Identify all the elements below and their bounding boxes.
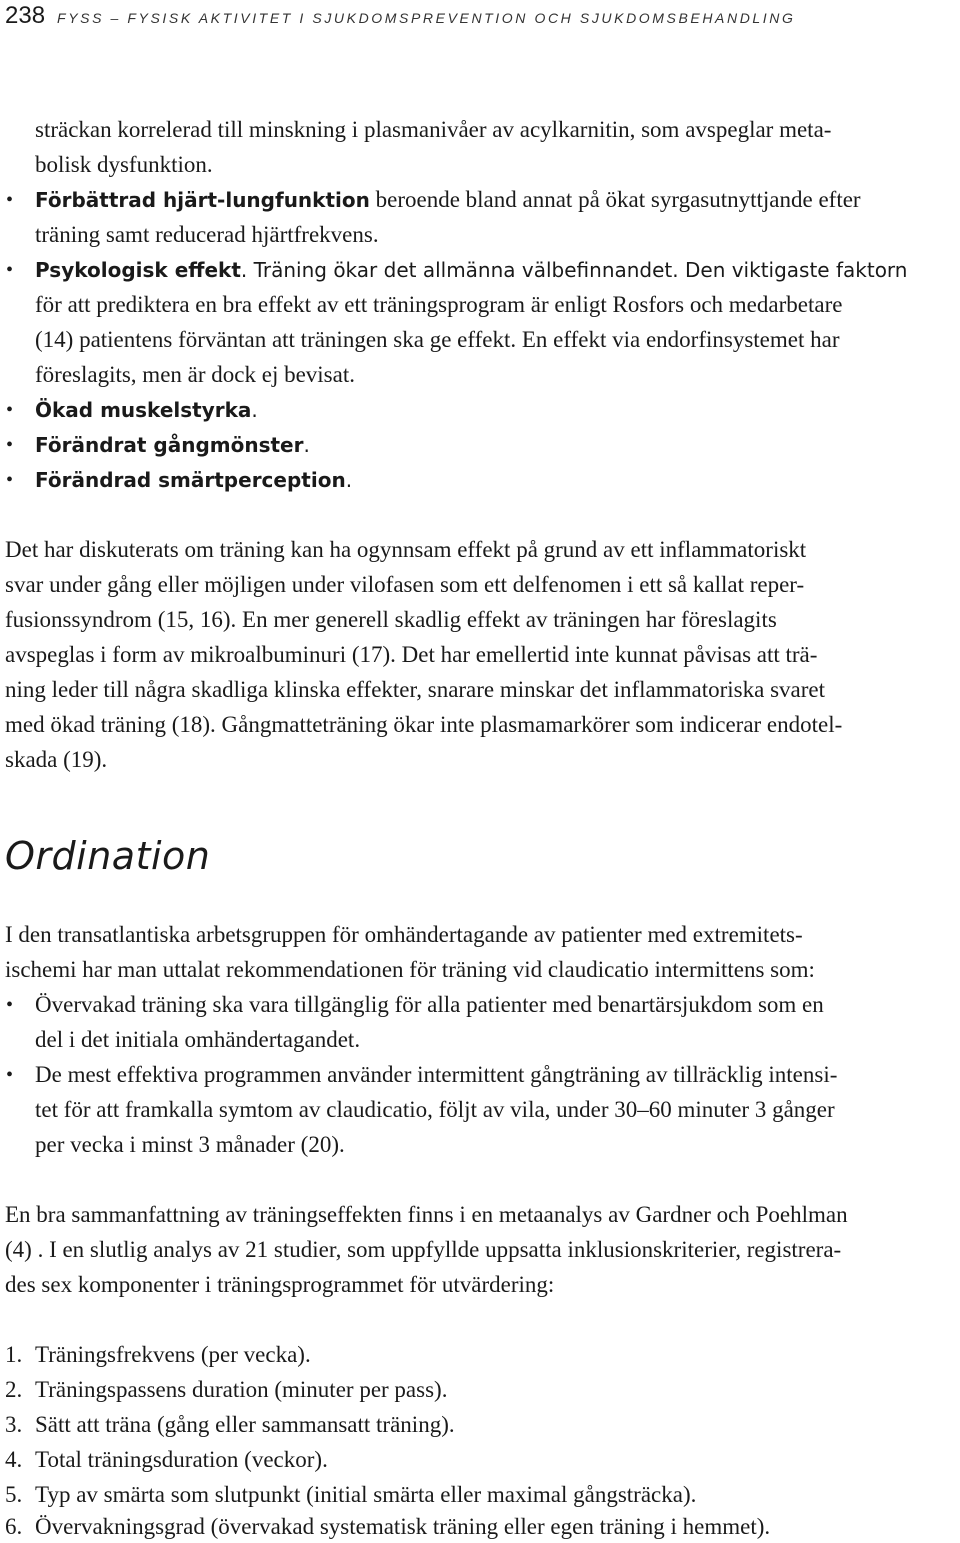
list-number: 1. bbox=[5, 1342, 23, 1367]
running-header bbox=[5, 2, 796, 30]
bullet-marker: • bbox=[6, 189, 14, 211]
list-item bbox=[35, 395, 258, 425]
text-line: I den transatlantiska arbetsgruppen för omhändertagande av patienter med extremitets- bbox=[5, 922, 803, 947]
text-line: föreslagits, men är dock ej bevisat. bbox=[35, 362, 355, 387]
list-item-text: . bbox=[345, 468, 353, 492]
list-item-text: . bbox=[303, 433, 310, 457]
text-line: En bra sammanfattning av träningseffekten finns i en metaanalys av Gardner och Poehlman bbox=[5, 1202, 848, 1227]
text-line: per vecka i minst 3 månader (20). bbox=[35, 1132, 345, 1157]
bullet-marker: • bbox=[6, 994, 14, 1016]
text-line: ischemi har man uttalat rekommendationen för träning vid claudicatio intermittens som: bbox=[5, 957, 815, 982]
text-line: sträckan korrelerad till minskning i plasmanivåer av acylkarnitin, som avspeglar meta- bbox=[35, 117, 832, 142]
list-item: Övervakningsgrad (övervakad systematisk träning eller egen träning i hemmet). bbox=[35, 1514, 771, 1539]
list-item-text: . bbox=[251, 398, 258, 422]
bullet-marker: • bbox=[6, 469, 14, 491]
list-item-lead: Ökad muskelstyrka bbox=[35, 398, 252, 422]
list-item: Typ av smärta som slutpunkt (initial smärta eller maximal gångsträcka). bbox=[35, 1482, 697, 1507]
list-item: Sätt att träna (gång eller sammansatt träning). bbox=[35, 1412, 455, 1437]
list-item: Träningspassens duration (minuter per pass). bbox=[35, 1377, 448, 1402]
list-item-lead: Psykologisk effekt bbox=[35, 258, 241, 282]
text-line: (4) . I en slutlig analys av 21 studier, som uppfyllde uppsatta inklusionskriterier, registrera- bbox=[5, 1237, 842, 1262]
list-number: 6. bbox=[5, 1514, 23, 1539]
list-number: 2. bbox=[5, 1377, 23, 1402]
list-item bbox=[35, 465, 352, 495]
list-item-lead: Förbättrad hjärt-lungfunktion bbox=[35, 188, 370, 212]
list-item-text: . Träning ökar det allmänna välbefinnandet. Den viktigaste faktorn bbox=[240, 258, 908, 282]
text-line: svar under gång eller möjligen under vilofasen som ett delfenomen i ett så kallat reper- bbox=[5, 572, 805, 597]
text-line: (14) patientens förväntan att träningen ska ge effekt. En effekt via endorfinsystemet har bbox=[35, 327, 840, 352]
page-number: 238 bbox=[5, 2, 46, 29]
text-line: träning samt reducerad hjärtfrekvens. bbox=[35, 222, 379, 247]
text-line: Det har diskuterats om träning kan ha ogynnsam effekt på grund av ett inflammatoriskt bbox=[5, 537, 807, 562]
text-line: tet för att framkalla symtom av claudicatio, följt av vila, under 30–60 minuter 3 gånger bbox=[35, 1097, 835, 1122]
text-line: skada (19). bbox=[5, 747, 108, 772]
text-line: fusionssyndrom (15, 16). En mer generell skadlig effekt av träningen har föreslagits bbox=[5, 607, 777, 632]
list-item-lead: Förändrad smärtperception bbox=[35, 468, 346, 492]
list-number: 4. bbox=[5, 1447, 23, 1472]
text-line: för att prediktera en bra effekt av ett träningsprogram är enligt Rosfors och medarbetare bbox=[35, 292, 843, 317]
list-item bbox=[35, 185, 861, 215]
section-heading: Ordination bbox=[5, 834, 211, 878]
list-item: Total träningsduration (veckor). bbox=[35, 1447, 328, 1472]
text-line: med ökad träning (18). Gångmatteträning ökar inte plasmamarkörer som indicerar endotel- bbox=[5, 712, 843, 737]
bullet-marker: • bbox=[6, 399, 14, 421]
list-item bbox=[35, 430, 310, 460]
list-item: Övervakad träning ska vara tillgänglig för alla patienter med benartärsjukdom som en bbox=[35, 992, 824, 1017]
bullet-marker: • bbox=[6, 259, 14, 281]
running-title: FYSS – FYSISK AKTIVITET I SJUKDOMSPREVENTION OCH SJUKDOMSBEHANDLING bbox=[57, 10, 796, 26]
list-item-lead: Förändrat gångmönster bbox=[35, 433, 304, 457]
text-line: avspeglas i form av mikroalbuminuri (17). Det har emellertid inte kunnat påvisas att trä- bbox=[5, 642, 818, 667]
text-line: ning leder till några skadliga klinska effekter, snarare minskar det inflammatoriska svaret bbox=[5, 677, 825, 702]
list-item: De mest effektiva programmen använder intermittent gångträning av tillräcklig intensi- bbox=[35, 1062, 838, 1087]
bullet-marker: • bbox=[6, 1064, 14, 1086]
bullet-marker: • bbox=[6, 434, 14, 456]
list-number: 5. bbox=[5, 1482, 23, 1507]
text-line: bolisk dysfunktion. bbox=[35, 152, 213, 177]
list-item: Träningsfrekvens (per vecka). bbox=[35, 1342, 311, 1367]
text-line: del i det initiala omhändertagandet. bbox=[35, 1027, 361, 1052]
list-item-text: beroende bland annat på ökat syrgasutnyttjande efter bbox=[369, 187, 861, 212]
list-item bbox=[35, 255, 907, 285]
text-line: des sex komponenter i träningsprogrammet för utvärdering: bbox=[5, 1272, 555, 1297]
list-number: 3. bbox=[5, 1412, 23, 1437]
